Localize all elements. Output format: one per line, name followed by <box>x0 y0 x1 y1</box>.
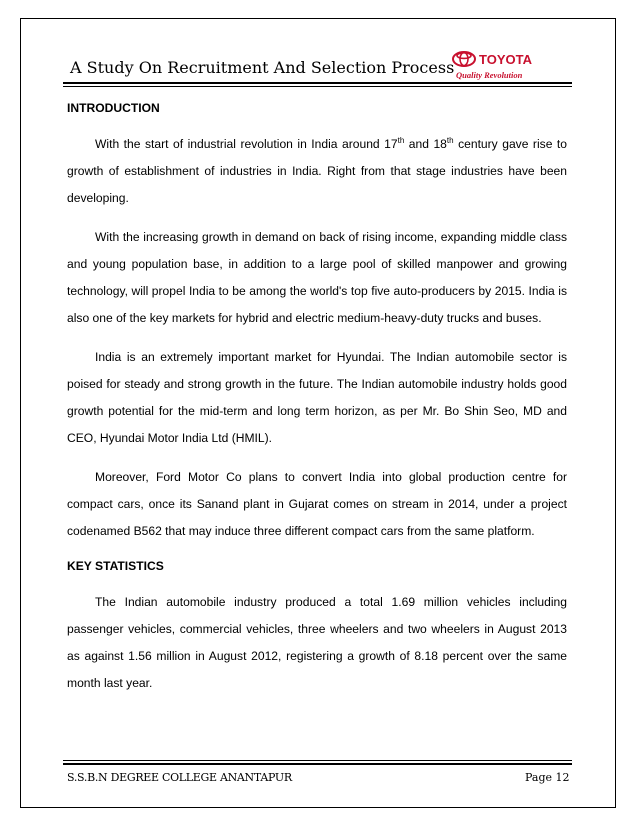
header-rule <box>63 82 572 84</box>
logo-tagline: Quality Revolution <box>456 70 523 80</box>
footer-college-name: S.S.B.N DEGREE COLLEGE ANANTAPUR <box>67 771 292 784</box>
toyota-logo <box>452 49 552 81</box>
footer-rule-thin <box>63 760 572 761</box>
footer-rule <box>63 763 572 765</box>
paragraph-statistics: The Indian automobile industry produced a total 1.69 million vehicles including passenger vehicles, commercial vehicles, three wheelers and two wheelers in August 2013 as against 1.56 million in August 2012, registering a growth of 8.18 percent over the same month last year. <box>67 595 567 690</box>
footer-page-number: Page 12 <box>525 771 570 784</box>
paragraph-industrial-revolution: With the start of industrial revolution in India around 17th and 18th century gave rise to growth of establishment of industries in India. Right from that stage industries have been developing. <box>67 135 567 205</box>
toyota-emblem-icon <box>453 52 475 66</box>
logo-wordmark: TOYOTA <box>479 52 532 67</box>
document-body <box>67 99 567 697</box>
paragraph-growth-demand: With the increasing growth in demand on back of rising income, expanding middle class and young population base, in addition to a large pool of skilled manpower and growing technology, will propel India to be among the world's top five auto-producers by 2015. India is also one of the key markets for hybrid and electric medium-heavy-duty trucks and buses. <box>67 230 567 325</box>
paragraph-hyundai: India is an extremely important market for Hyundai. The Indian automobile sector is poised for steady and strong growth in the future. The Indian automobile industry holds good growth potential for the mid-term and long term horizon, as per Mr. Bo Shin Seo, MD and CEO, Hyundai Motor India Ltd (HMIL). <box>67 350 567 445</box>
running-header-title: A Study On Recruitment And Selection Process <box>70 58 455 77</box>
introduction-heading: INTRODUCTION <box>67 101 160 115</box>
paragraph-ford: Moreover, Ford Motor Co plans to convert India into global production centre for compact cars, once its Sanand plant in Gujarat comes on stream in 2014, under a project codenamed B562 that may induce three different compact cars from the same platform. <box>67 470 567 538</box>
key-statistics-heading: KEY STATISTICS <box>67 559 164 573</box>
header-rule-thin <box>63 86 572 87</box>
